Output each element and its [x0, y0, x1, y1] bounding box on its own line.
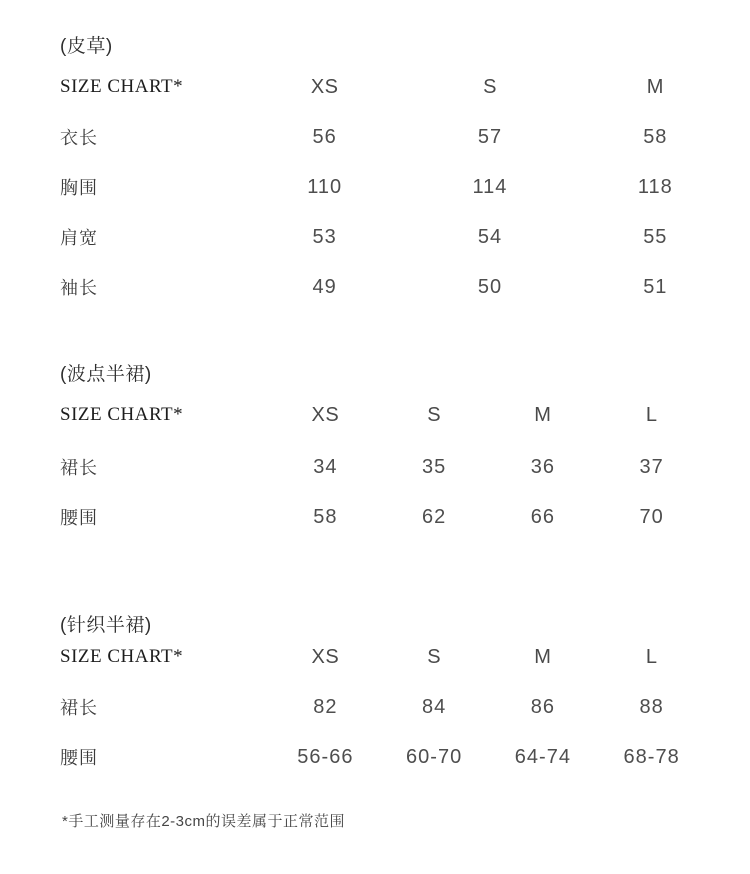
- section-title: (皮草): [60, 36, 113, 57]
- table-header-row: [60, 388, 706, 442]
- measure-label: 裙长: [60, 458, 98, 478]
- table-row-shoulder: [60, 212, 738, 262]
- size-value-cell: 50: [477, 275, 503, 298]
- table-row-waist: [60, 492, 706, 542]
- size-column-header-s: S: [427, 645, 442, 668]
- size-column-header-xs: XS: [310, 75, 339, 98]
- size-column-header-m: M: [534, 403, 552, 426]
- size-value-cell: 86: [530, 695, 555, 718]
- size-column-header-xs: XS: [311, 645, 340, 668]
- measurement-tolerance-note: *手工测量存在2-3cm的误差属于正常范围: [62, 813, 346, 830]
- size-value-cell: 88: [639, 695, 664, 718]
- size-value-cell: 34: [313, 455, 338, 478]
- size-value-cell: 114: [472, 175, 508, 198]
- size-value-cell: 51: [643, 275, 668, 298]
- size-value-cell: 58: [313, 505, 338, 528]
- size-value-cell: 54: [477, 225, 503, 248]
- section-knit-skirt: [60, 615, 750, 782]
- size-value-cell: 35: [422, 455, 447, 478]
- size-chart-label: SIZE CHART*: [60, 646, 184, 667]
- size-value-cell: 118: [637, 175, 673, 198]
- size-value-cell: 55: [643, 225, 668, 248]
- size-value-cell: 82: [313, 695, 338, 718]
- size-column-header-l: L: [645, 403, 658, 426]
- section-polka-dot-skirt: [60, 364, 750, 542]
- size-value-cell: 110: [307, 175, 343, 198]
- size-value-cell: 70: [639, 505, 664, 528]
- size-value-cell: 57: [477, 125, 503, 148]
- measure-label: 腰围: [60, 748, 98, 768]
- table-row-skirt-length: [60, 682, 706, 732]
- size-value-cell: 37: [639, 455, 664, 478]
- size-value-cell: 84: [422, 695, 447, 718]
- measure-label: 肩宽: [60, 228, 98, 248]
- table-row-waist: [60, 732, 706, 782]
- size-column-header-s: S: [483, 75, 497, 98]
- size-value-cell: 64-74: [514, 745, 571, 768]
- table-row-sleeve: [60, 262, 738, 312]
- size-column-header-xs: XS: [311, 403, 340, 426]
- section-title: (针织半裙): [60, 615, 152, 636]
- size-column-header-m: M: [534, 645, 552, 668]
- table-row-garment-length: [60, 112, 738, 162]
- size-value-cell: 66: [530, 505, 555, 528]
- size-value-cell: 36: [530, 455, 555, 478]
- size-chart-label: SIZE CHART*: [60, 404, 184, 425]
- size-value-cell: 68-78: [623, 745, 680, 768]
- size-value-cell: 58: [643, 125, 668, 148]
- size-value-cell: 60-70: [406, 745, 463, 768]
- size-table-polka-dot-skirt: [60, 388, 706, 542]
- section-title: (波点半裙): [60, 364, 152, 385]
- size-column-header-s: S: [427, 403, 442, 426]
- measure-label: 裙长: [60, 698, 98, 718]
- size-value-cell: 56-66: [297, 745, 354, 768]
- table-body: [60, 112, 738, 312]
- size-value-cell: 49: [312, 275, 337, 298]
- measure-label: 衣长: [60, 128, 98, 148]
- table-row-bust: [60, 162, 738, 212]
- table-body: [60, 682, 706, 782]
- section-fur: [60, 0, 750, 312]
- measure-label: 腰围: [60, 508, 98, 528]
- size-value-cell: 53: [312, 225, 337, 248]
- table-header-row: [60, 637, 706, 677]
- size-value-cell: 62: [422, 505, 447, 528]
- table-row-skirt-length: [60, 442, 706, 492]
- table-header-row: [60, 62, 738, 112]
- measure-label: 胸围: [60, 178, 98, 198]
- size-table-fur: [60, 62, 738, 312]
- measure-label: 袖长: [60, 278, 98, 298]
- size-column-header-m: M: [646, 75, 664, 98]
- size-column-header-l: L: [645, 645, 658, 668]
- size-value-cell: 56: [312, 125, 337, 148]
- table-body: [60, 442, 706, 542]
- size-table-knit-skirt: [60, 637, 706, 782]
- size-chart-label: SIZE CHART*: [60, 76, 184, 97]
